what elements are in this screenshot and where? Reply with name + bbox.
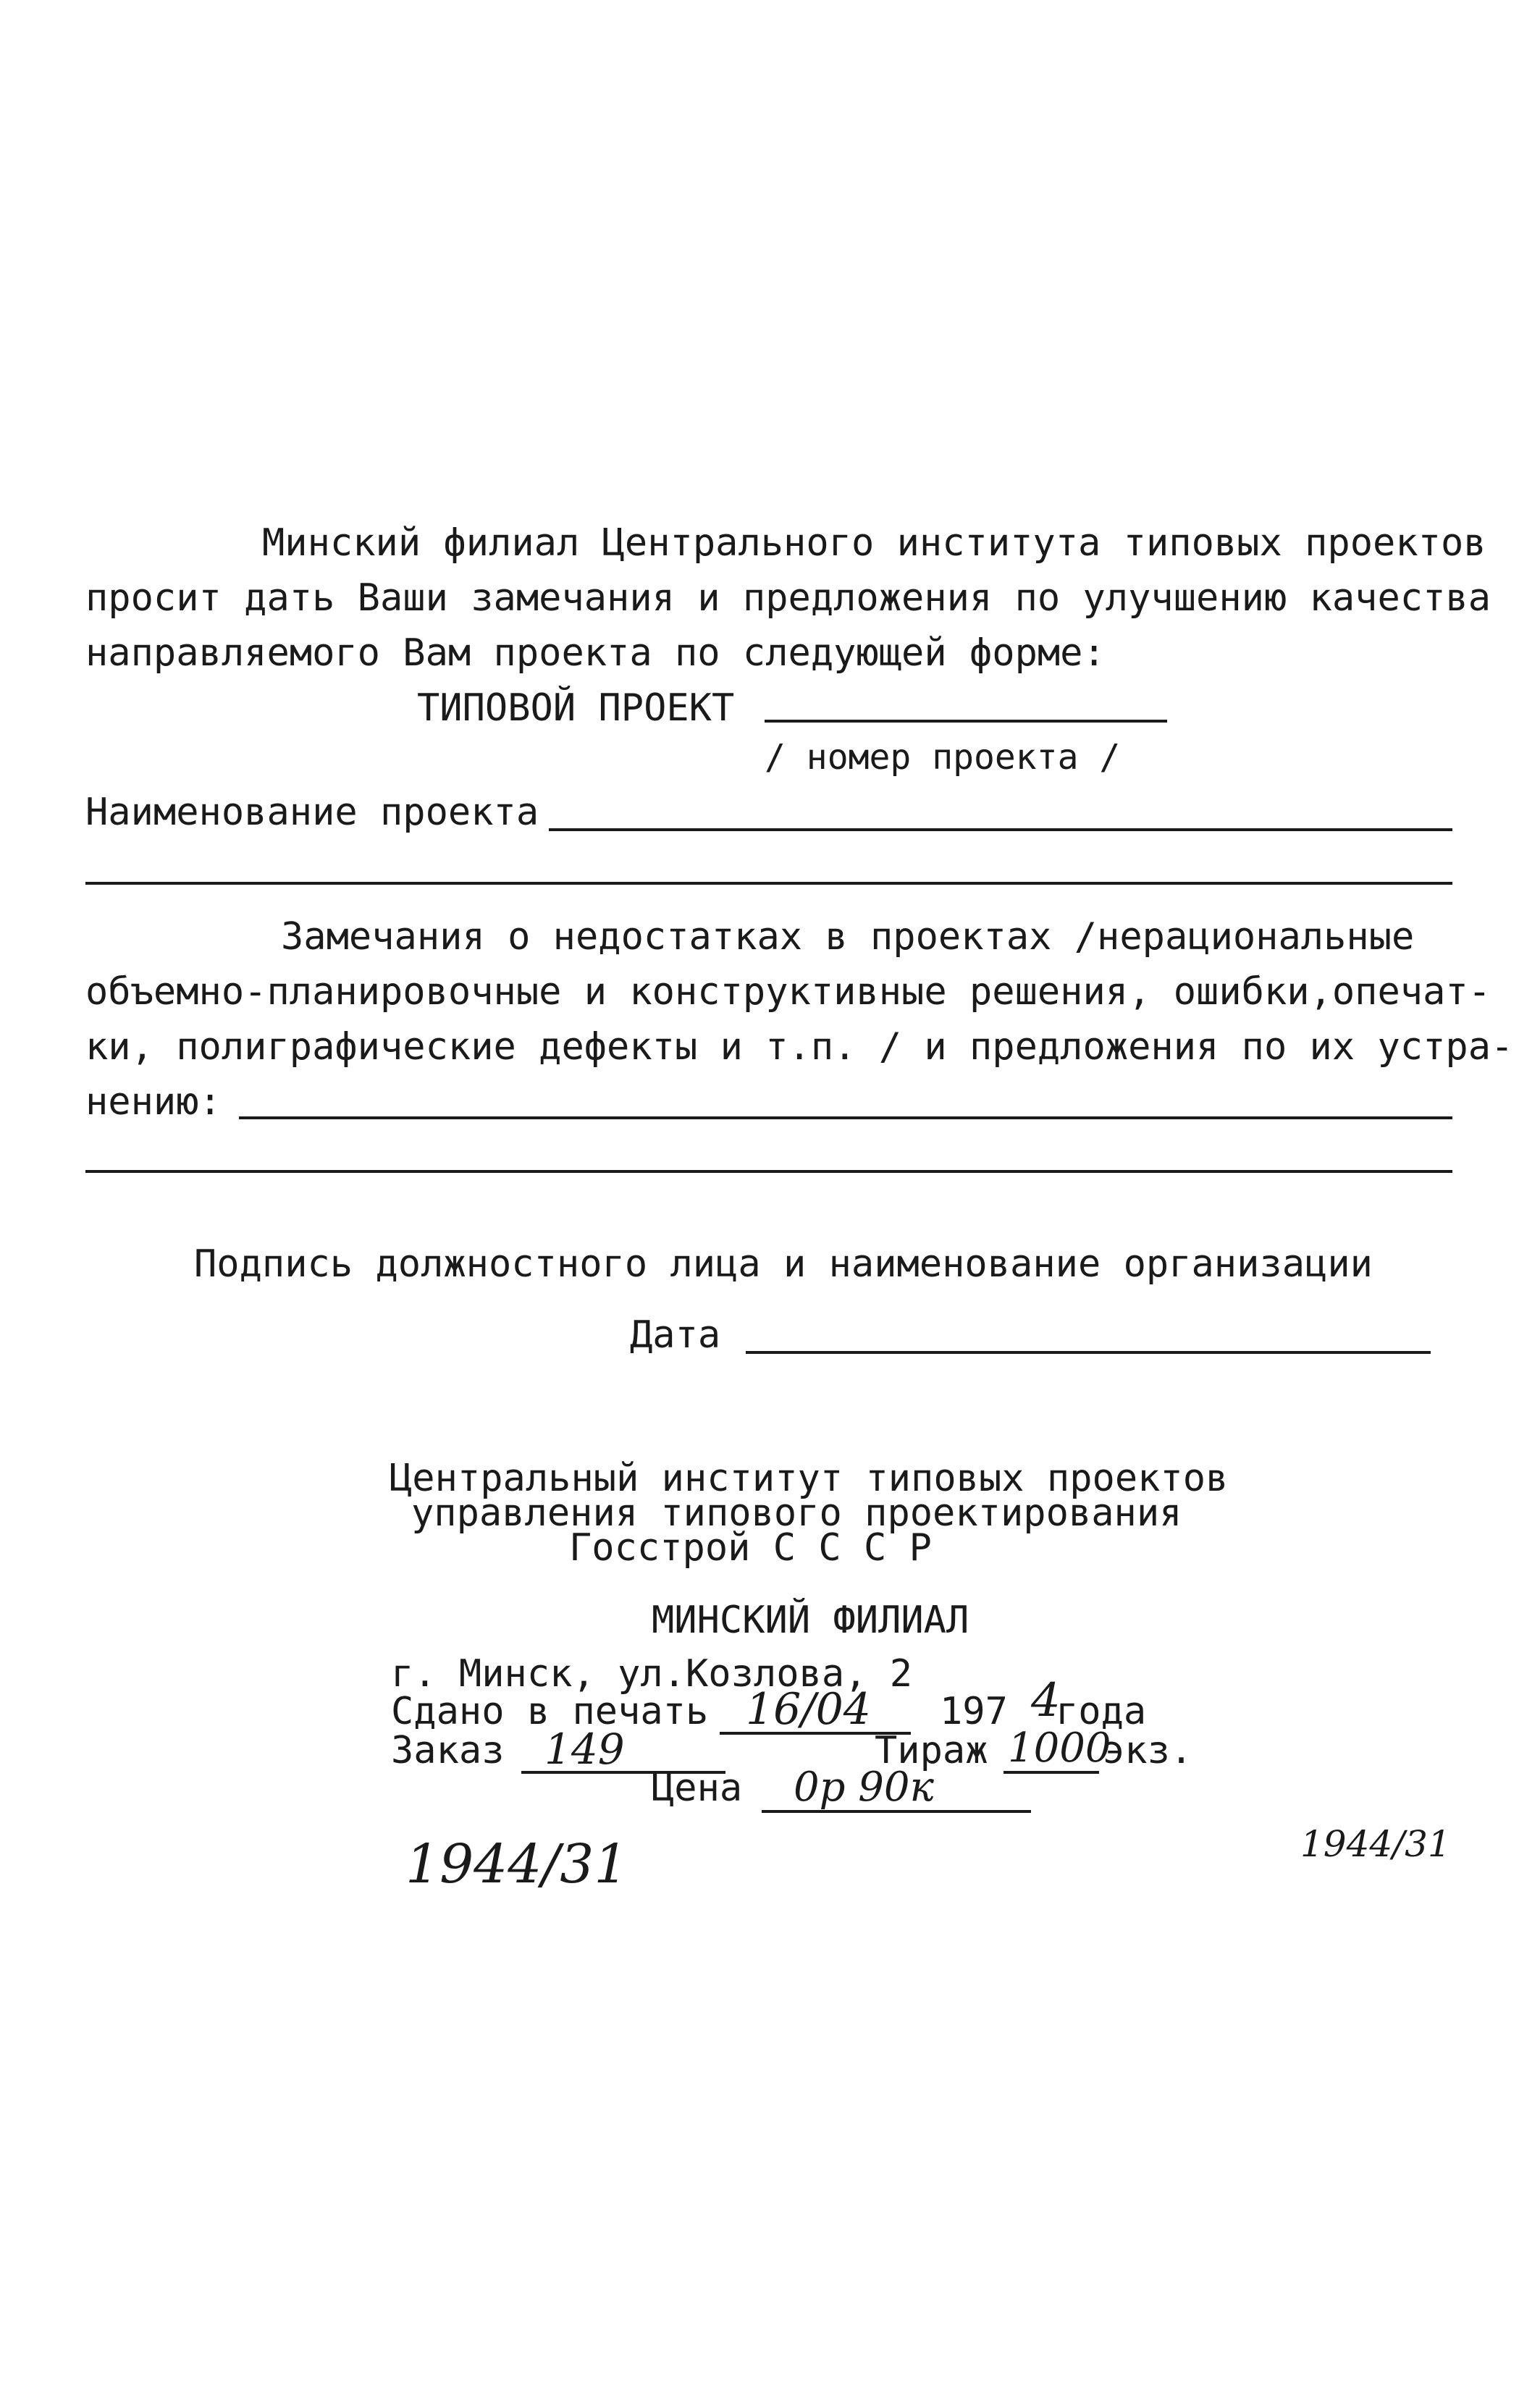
circulation-value: 1000 [1008,1725,1111,1772]
price-value: 0р 90к [794,1764,934,1811]
remarks-line-2: объемно-планировочные и конструктивные решения, ошибки,опечат- [85,970,1491,1014]
project-name-field[interactable] [549,828,1452,831]
date-field[interactable] [746,1351,1431,1354]
remarks-line-1: Замечания о недостатках в проектах /нерациональные [281,915,1415,959]
intro-line-3: направляемого Вам проекта по следующей форме: [85,631,1106,675]
imprint-branch: МИНСКИЙ ФИЛИАЛ [652,1599,969,1642]
imprint-org-line-1: Центральный институт типовых проектов [390,1457,1229,1500]
intro-line-1: Минский филиал Центрального института типовых проектов [262,521,1486,565]
price-underline [762,1810,1031,1813]
order-number: 149 [544,1725,625,1774]
project-label: ТИПОВОЙ ПРОЕКТ [417,686,735,730]
year-digit: 4 [1031,1674,1061,1727]
year-suffix: года [1056,1690,1147,1733]
remarks-line-4: нению: [85,1080,222,1124]
project-name-field-2[interactable] [85,882,1452,885]
print-date: 16/04 [746,1684,871,1735]
imprint-address: г. Минск, ул.Козлова, 2 [391,1652,913,1696]
project-number-hint: / номер проекта / [765,737,1121,778]
price-label: Цена [652,1767,743,1810]
circulation-label: Тираж [875,1729,988,1772]
print-label: Сдано в печать [391,1690,709,1733]
imprint-org-line-2: управления типового проектирования [411,1491,1182,1535]
year-prefix: 197 [940,1690,1008,1733]
date-label: Дата [630,1313,721,1357]
circulation-underline [1003,1771,1099,1774]
order-label: Заказ [391,1729,505,1772]
intro-line-2: просит дать Ваши замечания и предложения по улучшению качества [85,576,1491,620]
imprint-org-line-3: Госстрой С С С Р [569,1526,932,1570]
handwritten-code-left: 1944/31 [405,1833,628,1895]
project-number-field[interactable] [765,720,1167,723]
remarks-field[interactable] [239,1116,1452,1119]
project-name-label: Наименование проекта [85,791,539,834]
remarks-line-3: ки, полиграфические дефекты и т.п. / и предложения по их устра- [85,1025,1514,1069]
signature-label: Подпись должностного лица и наименование организации [194,1242,1373,1286]
circulation-unit: экз. [1102,1729,1193,1772]
handwritten-code-right: 1944/31 [1300,1823,1451,1865]
remarks-field-2[interactable] [85,1170,1452,1173]
